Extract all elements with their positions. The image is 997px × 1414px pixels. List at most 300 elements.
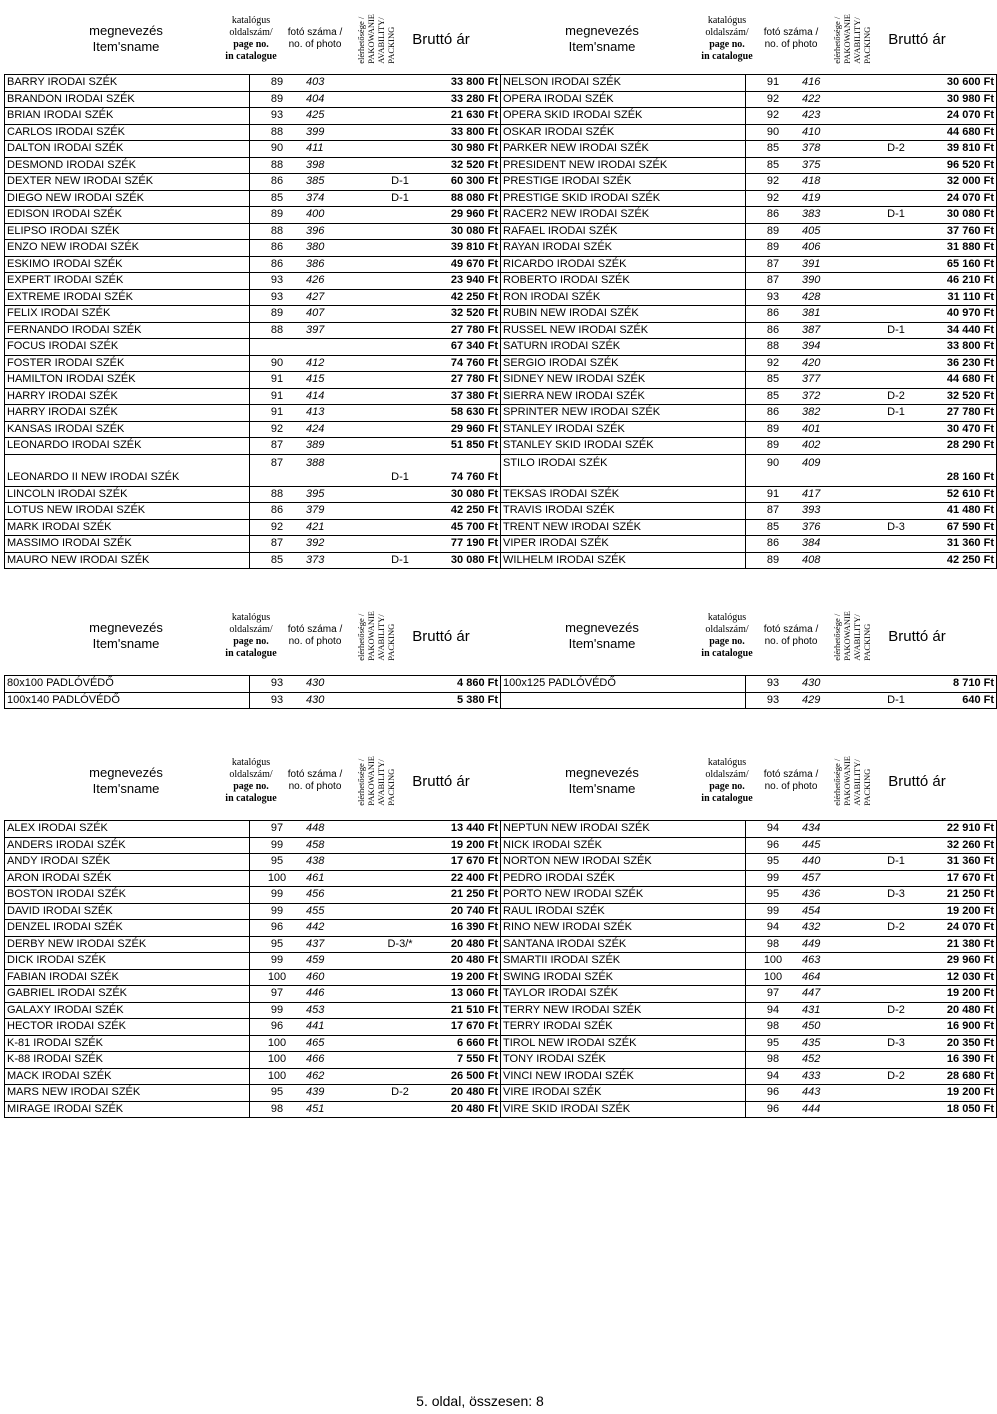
price-cell: 17 670 Ft [426,1019,501,1036]
availability-cell [870,1101,922,1118]
header-photo-no: fotó száma / no. of photo [763,769,819,792]
item-name-cell: BRIAN IRODAI SZÉK [5,108,250,125]
table-row [5,887,997,904]
availability-cell [870,174,922,191]
price-cell: 24 070 Ft [922,108,997,125]
table-row [5,207,997,224]
photo-no-cell: 444 [800,1101,870,1118]
page-no-cell: 99 [746,903,801,920]
table-row [5,421,997,438]
table-row [5,920,997,937]
availability-cell: D-3/* [374,936,426,953]
item-name-cell: BARRY IRODAI SZÉK [5,75,250,92]
price-cell: 19 200 Ft [922,903,997,920]
item-name-cell: WILHELM IRODAI SZÉK [501,552,746,569]
item-name-cell: RAUL IRODAI SZÉK [501,903,746,920]
page-no-cell: 93 [746,289,801,306]
photo-no-cell: 449 [800,936,870,953]
price-cell: 96 520 Ft [922,157,997,174]
item-name-cell: DEXTER NEW IRODAI SZÉK [5,174,250,191]
item-name-cell: FABIAN IRODAI SZÉK [5,969,250,986]
photo-no-cell: 460 [304,969,374,986]
availability-cell [870,421,922,438]
header-availability: elérhetősége / PAKOWANIE AVABILITY/ PACKING [832,611,872,661]
header-page-no: katalógus oldalszám/ page no. in catalogue [701,15,753,62]
price-table [4,675,997,709]
availability-cell [374,256,426,273]
item-name-cell: SPRINTER NEW IRODAI SZÉK [501,405,746,422]
item-name-cell: RAFAEL IRODAI SZÉK [501,223,746,240]
photo-no-cell: 456 [304,887,374,904]
page-no-cell: 93 [250,108,305,125]
availability-cell [374,372,426,389]
price-cell: 33 280 Ft [426,91,501,108]
page-no-cell: 98 [746,1052,801,1069]
availability-cell [870,986,922,1003]
page-no-cell: 100 [250,870,305,887]
page-no-cell: 91 [250,372,305,389]
photo-no-cell: 421 [304,519,374,536]
header-price: Bruttó ár [888,772,946,790]
table-row [5,240,997,257]
price-cell: 42 250 Ft [426,289,501,306]
page-no-cell: 89 [250,91,305,108]
photo-no-cell [304,339,374,356]
photo-no-cell: 443 [800,1085,870,1102]
item-name-cell: ELIPSO IRODAI SZÉK [5,223,250,240]
price-cell: 29 960 Ft [426,207,501,224]
photo-no-cell: 465 [304,1035,374,1052]
photo-no-cell: 433 [800,1068,870,1085]
table-row [5,536,997,553]
photo-no-cell: 463 [800,953,870,970]
price-cell: 65 160 Ft [922,256,997,273]
price-cell: 36 230 Ft [922,355,997,372]
table-row [5,936,997,953]
availability-cell [374,503,426,520]
item-name-cell: VINCI NEW IRODAI SZÉK [501,1068,746,1085]
photo-no-cell: 455 [304,903,374,920]
price-cell: 20 350 Ft [922,1035,997,1052]
availability-cell [870,903,922,920]
page-no-cell: 95 [250,854,305,871]
table-row [5,91,997,108]
photo-no-cell: 373 [304,552,374,569]
availability-cell [870,372,922,389]
item-name-cell: PRESTIGE SKID IRODAI SZÉK [501,190,746,207]
header-half [480,605,956,667]
availability-cell [870,75,922,92]
item-name-cell: HARRY IRODAI SZÉK [5,388,250,405]
table-row [5,256,997,273]
page-no-cell: 88 [250,124,305,141]
page-no-cell: 100 [250,1068,305,1085]
availability-cell: D-1 [374,454,426,486]
availability-cell: D-1 [870,322,922,339]
item-name-cell: STILO IRODAI SZÉK [501,454,746,486]
price-cell: 30 980 Ft [922,91,997,108]
photo-no-cell: 457 [800,870,870,887]
page-no-cell: 86 [746,322,801,339]
item-name-cell: VIPER IRODAI SZÉK [501,536,746,553]
photo-no-cell: 459 [304,953,374,970]
photo-no-cell: 420 [800,355,870,372]
page-no-cell: 99 [250,903,305,920]
item-name-cell: SIERRA NEW IRODAI SZÉK [501,388,746,405]
availability-cell: D-1 [870,207,922,224]
photo-no-cell: 379 [304,503,374,520]
photo-no-cell: 409 [800,454,870,486]
item-name-cell: SIDNEY NEW IRODAI SZÉK [501,372,746,389]
table-row [5,355,997,372]
item-name-cell: SATURN IRODAI SZÉK [501,339,746,356]
availability-cell [374,1101,426,1118]
price-cell: 32 520 Ft [426,157,501,174]
page-no-cell: 85 [746,519,801,536]
page-no-cell: 91 [746,486,801,503]
availability-cell [374,289,426,306]
page-no-cell: 95 [250,936,305,953]
item-name-cell: TRAVIS IRODAI SZÉK [501,503,746,520]
item-name-cell: TONY IRODAI SZÉK [501,1052,746,1069]
photo-no-cell: 405 [800,223,870,240]
page-no-cell: 96 [746,1085,801,1102]
page-no-cell [250,339,305,356]
page-no-cell: 87 [746,503,801,520]
page-no-cell: 90 [746,124,801,141]
item-name-cell: ANDERS IRODAI SZÉK [5,837,250,854]
availability-cell [870,438,922,455]
item-name-cell: SWING IRODAI SZÉK [501,969,746,986]
table-header [4,605,956,667]
table-row [5,1052,997,1069]
item-name-cell: 100x140 PADLÓVÉDŐ [5,692,250,709]
header-availability: elérhetősége / PAKOWANIE AVABILITY/ PACKING [832,14,872,64]
price-cell: 32 520 Ft [922,388,997,405]
photo-no-cell: 390 [800,273,870,290]
availability-cell [870,91,922,108]
availability-cell [374,207,426,224]
item-name-cell: RICARDO IRODAI SZÉK [501,256,746,273]
table-row [5,503,997,520]
price-cell: 8 710 Ft [922,676,997,693]
availability-cell [374,854,426,871]
price-cell: 18 050 Ft [922,1101,997,1118]
photo-no-cell: 417 [800,486,870,503]
item-name-cell: SERGIO IRODAI SZÉK [501,355,746,372]
photo-no-cell: 411 [304,141,374,158]
table-row [5,75,997,92]
photo-no-cell: 381 [800,306,870,323]
page-no-cell: 92 [746,190,801,207]
photo-no-cell: 385 [304,174,374,191]
availability-cell [870,124,922,141]
item-name-cell: VIRE IRODAI SZÉK [501,1085,746,1102]
page-no-cell: 86 [746,306,801,323]
page-no-cell: 93 [746,692,801,709]
photo-no-cell: 394 [800,339,870,356]
price-cell: 42 250 Ft [426,503,501,520]
page-no-cell: 93 [250,692,305,709]
page-no-cell: 88 [250,486,305,503]
item-name-cell: EXPERT IRODAI SZÉK [5,273,250,290]
price-cell: 30 470 Ft [922,421,997,438]
page-no-cell: 95 [746,1035,801,1052]
header-price: Bruttó ár [412,30,470,48]
table-row [5,854,997,871]
table-row [5,821,997,838]
page-no-cell: 85 [746,372,801,389]
availability-cell [870,339,922,356]
table-row [5,969,997,986]
page-no-cell: 88 [250,157,305,174]
photo-no-cell: 464 [800,969,870,986]
availability-cell [374,519,426,536]
table-row [5,986,997,1003]
page-no-cell: 86 [746,207,801,224]
availability-cell: D-3 [870,1035,922,1052]
item-name-cell: MARS NEW IRODAI SZÉK [5,1085,250,1102]
photo-no-cell: 376 [800,519,870,536]
availability-cell [374,306,426,323]
price-cell: 45 700 Ft [426,519,501,536]
table-row [5,1101,997,1118]
table-header [4,750,956,812]
page-no-cell: 94 [746,1068,801,1085]
availability-cell [374,969,426,986]
price-cell: 28 160 Ft [922,454,997,486]
availability-cell [870,676,922,693]
page-no-cell: 94 [746,920,801,937]
item-name-cell: FOSTER IRODAI SZÉK [5,355,250,372]
item-name-cell: SANTANA IRODAI SZÉK [501,936,746,953]
photo-no-cell: 387 [800,322,870,339]
price-cell: 23 940 Ft [426,273,501,290]
price-cell: 19 200 Ft [426,837,501,854]
price-cell: 60 300 Ft [426,174,501,191]
price-cell: 27 780 Ft [922,405,997,422]
page-no-cell: 93 [250,273,305,290]
availability-cell [374,421,426,438]
availability-cell [374,141,426,158]
price-cell: 31 360 Ft [922,854,997,871]
availability-cell [870,256,922,273]
photo-no-cell: 424 [304,421,374,438]
price-cell: 24 070 Ft [922,190,997,207]
item-name-cell: NORTON NEW IRODAI SZÉK [501,854,746,871]
page-no-cell: 89 [250,207,305,224]
availability-cell: D-1 [374,552,426,569]
page-no-cell: 87 [250,438,305,455]
photo-no-cell: 441 [304,1019,374,1036]
availability-cell: D-2 [870,388,922,405]
item-name-cell: EXTREME IRODAI SZÉK [5,289,250,306]
price-cell: 67 590 Ft [922,519,997,536]
photo-no-cell: 401 [800,421,870,438]
table-row [5,870,997,887]
page-no-cell: 92 [746,91,801,108]
availability-cell [374,75,426,92]
price-cell: 24 070 Ft [922,920,997,937]
header-page-no: katalógus oldalszám/ page no. in catalogue [225,612,277,659]
header-page-no: katalógus oldalszám/ page no. in catalogue [225,757,277,804]
photo-no-cell: 434 [800,821,870,838]
price-cell: 13 060 Ft [426,986,501,1003]
header-half [480,750,956,812]
availability-cell [870,552,922,569]
item-name-cell: DESMOND IRODAI SZÉK [5,157,250,174]
price-cell: 74 760 Ft [426,355,501,372]
header-photo-no: fotó száma / no. of photo [287,624,343,647]
photo-no-cell: 425 [304,108,374,125]
page-no-cell: 85 [746,141,801,158]
item-name-cell: VIRE SKID IRODAI SZÉK [501,1101,746,1118]
availability-cell [870,503,922,520]
page-no-cell: 90 [746,454,801,486]
price-cell: 21 510 Ft [426,1002,501,1019]
photo-no-cell: 427 [304,289,374,306]
availability-cell [870,936,922,953]
page-no-cell: 89 [746,552,801,569]
item-name-cell: ANDY IRODAI SZÉK [5,854,250,871]
section-floor-protectors [4,605,994,706]
page-no-cell: 91 [746,75,801,92]
item-name-cell: TRENT NEW IRODAI SZÉK [501,519,746,536]
availability-cell [870,953,922,970]
price-cell: 30 080 Ft [426,223,501,240]
availability-cell [870,454,922,486]
price-cell: 19 200 Ft [922,1085,997,1102]
photo-no-cell: 461 [304,870,374,887]
photo-no-cell: 432 [800,920,870,937]
photo-no-cell: 412 [304,355,374,372]
page-no-cell: 99 [250,837,305,854]
price-cell: 20 740 Ft [426,903,501,920]
price-cell: 20 480 Ft [426,936,501,953]
table-row [5,1002,997,1019]
availability-cell [870,1019,922,1036]
photo-no-cell: 440 [800,854,870,871]
header-page-no: katalógus oldalszám/ page no. in catalogue [701,612,753,659]
header-half [4,8,480,70]
item-name-cell: RUBIN NEW IRODAI SZÉK [501,306,746,323]
price-cell: 34 440 Ft [922,322,997,339]
price-cell: 21 630 Ft [426,108,501,125]
table-row [5,903,997,920]
price-cell: 28 680 Ft [922,1068,997,1085]
item-name-cell: RAYAN IRODAI SZÉK [501,240,746,257]
availability-cell [374,108,426,125]
photo-no-cell: 419 [800,190,870,207]
page-no-cell: 92 [250,421,305,438]
photo-no-cell: 398 [304,157,374,174]
photo-no-cell: 436 [800,887,870,904]
page-no-cell: 91 [250,388,305,405]
page-no-cell: 97 [250,986,305,1003]
price-cell: 20 480 Ft [426,1101,501,1118]
photo-no-cell: 415 [304,372,374,389]
availability-cell [374,1035,426,1052]
item-name-cell: DALTON IRODAI SZÉK [5,141,250,158]
photo-no-cell: 435 [800,1035,870,1052]
item-name-cell: MAURO NEW IRODAI SZÉK [5,552,250,569]
availability-cell [374,953,426,970]
availability-cell: D-1 [870,854,922,871]
availability-cell: D-2 [870,920,922,937]
table-row [5,692,997,709]
header-price: Bruttó ár [888,627,946,645]
page-no-cell: 99 [250,1002,305,1019]
price-cell: 22 910 Ft [922,821,997,838]
page-no-cell: 98 [746,936,801,953]
price-cell: 16 900 Ft [922,1019,997,1036]
table-row [5,124,997,141]
availability-cell [374,273,426,290]
price-cell: 6 660 Ft [426,1035,501,1052]
page-no-cell: 96 [746,1101,801,1118]
page-no-cell: 89 [250,306,305,323]
price-cell: 22 400 Ft [426,870,501,887]
header-price: Bruttó ár [412,627,470,645]
item-name-cell: NICK IRODAI SZÉK [501,837,746,854]
availability-cell [870,1052,922,1069]
item-name-cell: DERBY NEW IRODAI SZÉK [5,936,250,953]
photo-no-cell: 452 [800,1052,870,1069]
page-no-cell: 90 [250,355,305,372]
section-office-chairs-1 [4,8,994,566]
page-no-cell: 96 [250,1019,305,1036]
header-item-name: megnevezés Item'sname [565,620,639,651]
item-name-cell: PRESIDENT NEW IRODAI SZÉK [501,157,746,174]
photo-no-cell: 437 [304,936,374,953]
item-name-cell: GABRIEL IRODAI SZÉK [5,986,250,1003]
photo-no-cell: 445 [800,837,870,854]
price-table [4,820,997,1118]
availability-cell [374,388,426,405]
availability-cell [870,536,922,553]
price-cell: 31 360 Ft [922,536,997,553]
photo-no-cell: 404 [304,91,374,108]
table-row [5,454,997,486]
price-cell: 30 080 Ft [426,552,501,569]
item-name-cell: 100x125 PADLÓVÉDŐ [501,676,746,693]
price-cell: 42 250 Ft [922,552,997,569]
photo-no-cell: 418 [800,174,870,191]
availability-cell [374,438,426,455]
availability-cell [870,223,922,240]
photo-no-cell: 399 [304,124,374,141]
table-row [5,190,997,207]
item-name-cell: DIEGO NEW IRODAI SZÉK [5,190,250,207]
photo-no-cell: 410 [800,124,870,141]
photo-no-cell: 383 [800,207,870,224]
page-no-cell: 96 [250,920,305,937]
page-no-cell: 100 [746,969,801,986]
page-no-cell: 97 [746,986,801,1003]
price-cell: 21 250 Ft [922,887,997,904]
photo-no-cell: 395 [304,486,374,503]
price-cell: 77 190 Ft [426,536,501,553]
photo-no-cell: 466 [304,1052,374,1069]
page-no-cell: 99 [746,870,801,887]
page-no-cell: 88 [250,223,305,240]
photo-no-cell: 430 [304,676,374,693]
table-row [5,438,997,455]
price-cell: 32 260 Ft [922,837,997,854]
availability-cell: D-1 [374,190,426,207]
table-row [5,1019,997,1036]
page-no-cell: 89 [250,75,305,92]
